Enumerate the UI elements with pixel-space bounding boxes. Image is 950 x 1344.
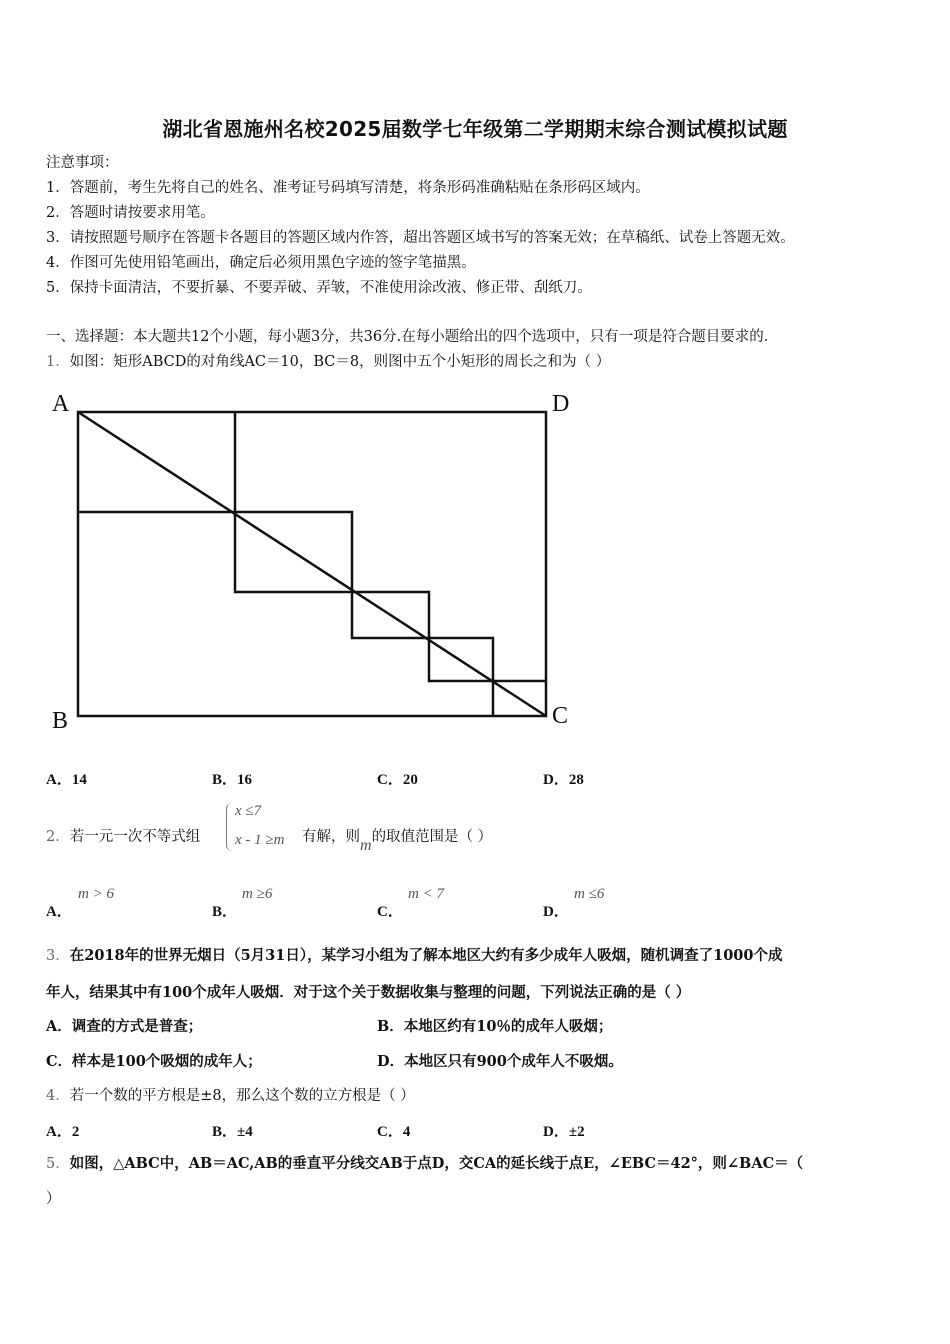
q4-option-d: D．±2 (543, 1124, 585, 1140)
question-2-suffix: 有解，则m的取值范围是（ ） (302, 829, 493, 854)
diagonal-ac (78, 412, 546, 716)
label-c: C (552, 703, 569, 729)
question-number: 3． (46, 948, 70, 964)
q2-option-c-math: m < 7 (408, 886, 444, 902)
q4-option-c: C．4 (377, 1124, 411, 1140)
section-heading: 一、选择题：本大题共12个小题，每小题3分，共36分.在每小题给出的四个选项中，只有一项是符合题目要求的. (46, 329, 769, 345)
label-a: A (52, 391, 70, 417)
question-text: 若一元一次不等式组 (69, 829, 201, 845)
notice-item: 1．答题前，考生先将自己的姓名、准考证号码填写清楚，将条形码准确粘贴在条形码区域内。 (46, 180, 650, 196)
question-2-prefix (46, 827, 200, 847)
notice-item: 4．作图可先使用铅笔画出，确定后必须用黑色字迹的签字笔描黑。 (46, 255, 476, 271)
question-4: 4．若一个数的平方根是±8，那么这个数的立方根是（ ） (46, 1088, 415, 1104)
q1-option-c: C．20 (377, 772, 418, 788)
question-3-line-1: 3．在2018年的世界无烟日（5月31日），某学习小组为了解本地区大约有多少成年人吸烟，随机调查了1000个成 (46, 947, 783, 964)
system-line-2: x - 1 ≥m (235, 832, 285, 848)
question-number: 2． (46, 829, 70, 845)
system-brace (226, 803, 233, 851)
question-text: 如图：矩形ABCD的对角线AC＝10，BC＝8，则图中五个小矩形的周长之和为（ ） (69, 354, 611, 370)
q2-option-d-math: m ≤6 (574, 886, 605, 902)
question-number: 5． (46, 1156, 70, 1172)
notice-heading: 注意事项： (46, 155, 119, 171)
rectangle-figure (40, 385, 600, 740)
notice-item: 5．保持卡面清洁，不要折暴、不要弄破、弄皱，不准使用涂改液、修正带、刮纸刀。 (46, 280, 592, 296)
question-1 (46, 352, 610, 372)
question-number: 1． (46, 354, 70, 370)
label-d: D (552, 391, 570, 417)
notice-item: 2．答题时请按要求用笔。 (46, 205, 215, 221)
q1-option-d: D．28 (543, 772, 584, 788)
question-3-line-2: 年人，结果其中有100个成年人吸烟．对于这个关于数据收集与整理的问题，下列说法正确的是（ ） (46, 984, 691, 1001)
q3-option-a: A．调查的方式是普查； (46, 1018, 203, 1035)
q3-option-b: B．本地区约有10％的成年人吸烟； (377, 1018, 613, 1035)
q1-option-a: A．14 (46, 772, 87, 788)
page-title: 湖北省恩施州名校2025届数学七年级第二学期期末综合测试模拟试题 (162, 117, 788, 141)
variable-m: m (360, 837, 372, 854)
q2-option-c-letter: C． (377, 904, 403, 920)
q3-option-d: D．本地区只有900个成年人不吸烟。 (377, 1053, 623, 1070)
notice-item: 3．请按照题号顺序在答题卡各题目的答题区域内作答，超出答题区域书写的答案无效；在草稿纸、试卷上答题无效。 (46, 230, 795, 246)
question-5-line-2: ） (46, 1191, 61, 1207)
q2-option-a-letter: A． (46, 904, 72, 920)
q4-option-a: A．2 (46, 1124, 80, 1140)
q4-option-b: B．±4 (212, 1124, 253, 1140)
q2-option-d-letter: D． (543, 904, 569, 920)
q2-option-b-math: m ≥6 (242, 886, 273, 902)
system-line-1: x ≤7 (235, 803, 262, 819)
q2-option-a-math: m > 6 (78, 886, 114, 902)
question-5-line-1: 5．如图，△ABC中，AB＝AC,AB的垂直平分线交AB于点D，交CA的延长线于点E，∠EBC＝42°，则∠BAC＝（ (46, 1155, 804, 1172)
question-number: 4． (46, 1088, 70, 1104)
q1-option-b: B．16 (212, 772, 253, 788)
q3-option-c: C．样本是100个吸烟的成年人； (46, 1053, 262, 1070)
q2-option-b-letter: B． (212, 904, 238, 920)
label-b: B (52, 708, 69, 734)
